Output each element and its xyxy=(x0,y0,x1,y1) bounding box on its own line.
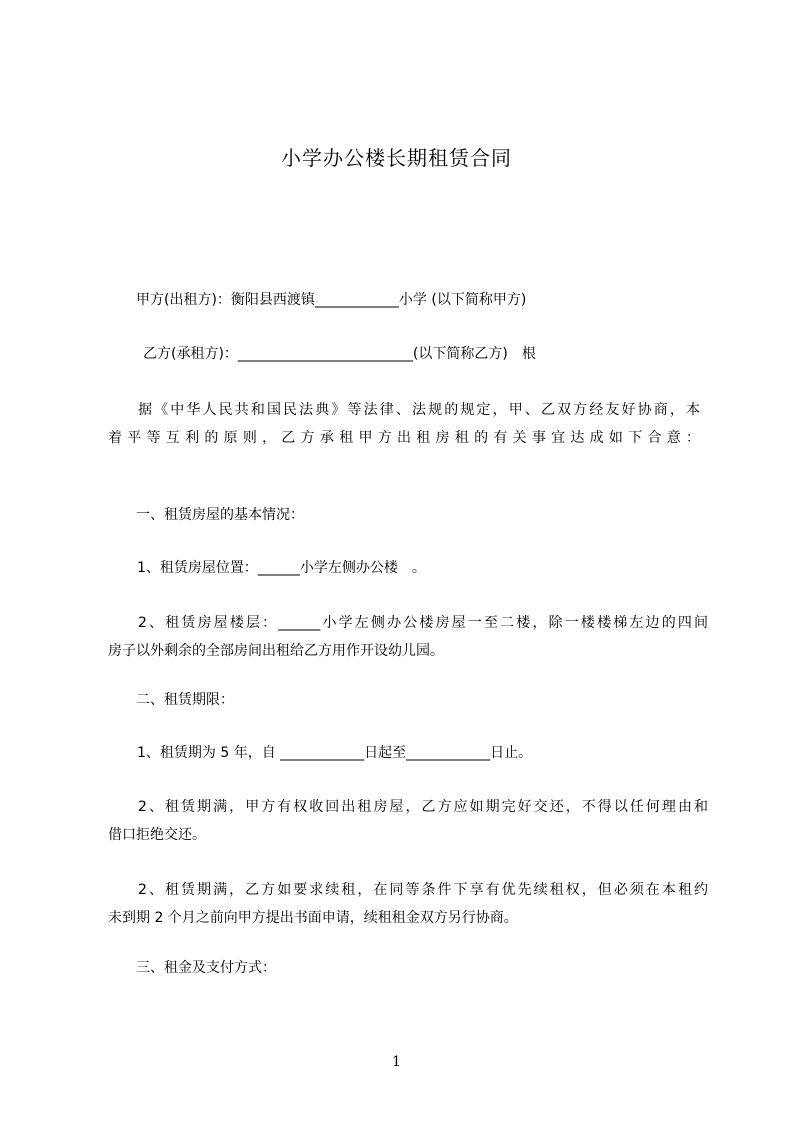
section-3-heading: 三、租金及支付方式： xyxy=(136,960,276,976)
section-2-item-3-line-2: 未到期 2 个月之前向甲方提出书面申请，续租租金双方另行协商。 xyxy=(108,910,518,926)
document-title: 小学办公楼长期租赁合同 xyxy=(281,146,512,170)
section-2-item-2 xyxy=(108,793,708,849)
section-1-item-2-line-1: 2、租赁房屋楼层：______小学左侧办公楼房屋一至二楼，除一楼楼梯左边的四间 xyxy=(138,615,708,631)
preamble-paragraph xyxy=(108,396,700,452)
party-a-line: 甲方(出租方)：衡阳县西渡镇____________小学 (以下简称甲方) xyxy=(136,292,527,308)
preamble-line-1: 据《中华人民共和国民法典》等法律、法规的规定，甲、乙双方经友好协商，本 xyxy=(138,402,700,418)
section-1-item-2-line-2: 房子以外剩余的全部房间出租给乙方用作开设幼儿园。 xyxy=(108,643,444,659)
section-2-item-2-line-2: 借口拒绝交还。 xyxy=(108,827,206,843)
section-1-heading: 一、租赁房屋的基本情况： xyxy=(136,507,304,523)
section-1-item-1: 1、租赁房屋位置：______小学左侧办公楼 。 xyxy=(137,560,426,576)
section-2-heading: 二、租赁期限： xyxy=(136,692,234,708)
page-number: 1 xyxy=(392,1054,401,1070)
section-1-item-2 xyxy=(108,609,708,665)
party-b-line: 乙方(承租方)：_________________________(以下简称乙方) 根 xyxy=(143,346,536,362)
preamble-line-2: 着平等互利的原则，乙方承租甲方出租房租的有关事宜达成如下合意： xyxy=(108,430,700,446)
section-2-item-3-line-1: 2、租赁期满，乙方如要求续租，在同等条件下享有优先续租权，但必须在本租约 xyxy=(138,882,708,898)
section-2-item-2-line-1: 2、租赁期满，甲方有权收回出租房屋，乙方应如期完好交还，不得以任何理由和 xyxy=(138,799,708,815)
section-2-item-1: 1、租赁期为 5 年，自 ____________日起至____________日止。 xyxy=(137,745,533,761)
section-2-item-3 xyxy=(108,876,708,932)
